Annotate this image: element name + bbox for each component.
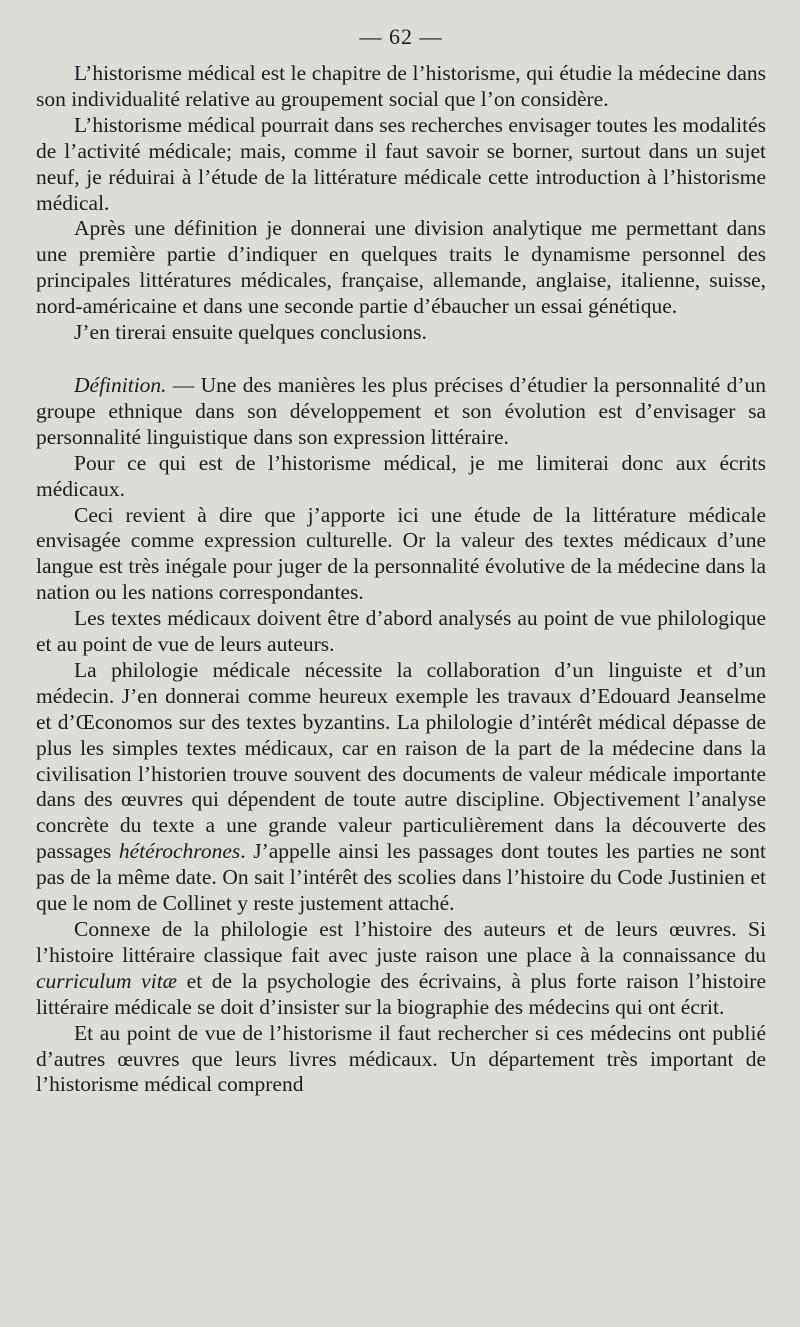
paragraph-auteurs (36, 917, 766, 1021)
paragraph-analyse-textes: Les textes médicaux doivent être d’abord analysés au point de vue philologique et au point de vue de leurs auteurs. (36, 606, 766, 657)
paragraph-historisme-definition: L’historisme médical est le chapitre de l’historisme, qui étudie la médecine dans son individualité relative au groupement social que l’on considère. (36, 61, 766, 111)
paragraph-definition (36, 373, 766, 451)
philologie-italic-term: hétérochrones (118, 839, 241, 864)
paragraph-modalites: L’historisme médical pourrait dans ses recherches envisager toutes les modalités de l’activité médicale; mais, comme il faut savoir se borner, surtout dans un sujet neuf, je réduirai à l’étude de la littérature médicale cette introduction à l’historisme médical. (36, 112, 766, 215)
paragraph-ecrits-medicaux: Pour ce qui est de l’historisme médical, je me limiterai donc aux écrits médicaux. (36, 450, 766, 501)
philologie-text-start: La philologie médicale nécessite la collaboration d’un linguiste et d’un médecin. J’en donnerai comme heureux exemple les travaux d’Edouard Jeanselme et d’Œconomos sur des textes byzantins. La philologie d’intérêt médical dépasse de plus les simples textes médicaux, car en raison de la part de la médecine dans la civilisation l’historien trouve souvent des documents de valeur médicale importante dans des œuvres qui dépendent de toute autre discipline. Objectivement l’analyse concrète du texte a une grande valeur particulièrement dans la découverte des passages (36, 657, 766, 864)
auteurs-italic-term: curriculum vitæ (36, 968, 178, 993)
paragraph-autres-oeuvres: Et au point de vue de l’historisme il faut rechercher si ces médecins ont publié d’autres œuvres que leurs livres médicaux. Un département très important de l’historisme médical comprend (36, 1020, 766, 1097)
paragraph-plan: Après une définition je donnerai une division analytique me permettant dans une première partie d’indiquer en quelques traits le dynamisme personnel des principales littératures médicales, française, allemande, anglaise, italienne, suisse, nord-américaine et dans une seconde partie d’ébaucher un essai génétique. (36, 216, 766, 319)
paragraph-philologie (36, 658, 766, 917)
definition-heading: Définition. (74, 372, 167, 397)
auteurs-text-start: Connexe de la philologie est l’histoire des auteurs et de leurs œuvres. Si l’histoire littéraire classique fait avec juste raison une place à la connaissance du (36, 917, 766, 967)
philologie-text-end: . J’appelle ainsi les passages dont toutes les parties ne sont pas de la même date. On sait l’intérêt des scolies dans l’histoire du Code Justinien et que le nom de Collinet y reste justement attaché. (36, 839, 766, 916)
auteurs-text-end: et de la psychologie des écrivains, à plus forte raison l’histoire littéraire médicale se doit d’insister sur la biographie des médecins qui ont écrit. (36, 968, 766, 1019)
paragraph-expression-culturelle: Ceci revient à dire que j’apporte ici une étude de la littérature médicale envisagée comme expression culturelle. Or la valeur des textes médicaux d’une langue est très inégale pour juger de la personnalité évolutive de la médecine dans la nation ou les nations correspondantes. (36, 502, 766, 605)
definition-text: — Une des manières les plus précises d’étudier la personnalité d’un groupe ethnique dans son développement et son évolution est d’envisager sa personnalité linguistique dans son expression littéraire. (36, 372, 766, 449)
page-number: — 62 — (359, 24, 443, 49)
paragraph-conclusions: J’en tirerai ensuite quelques conclusions. (74, 320, 427, 345)
section-gap (36, 346, 766, 373)
